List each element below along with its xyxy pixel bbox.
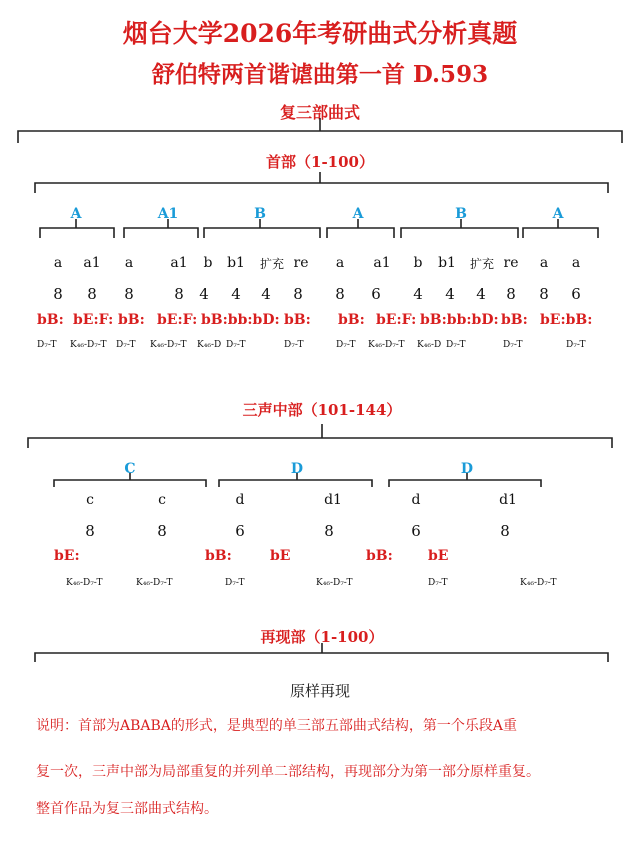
function-label: D₇-T bbox=[225, 578, 245, 588]
function-label: K₄₆-D₇-T bbox=[316, 578, 353, 588]
key-label: bE:F: bbox=[73, 312, 114, 328]
measure-count: 8 bbox=[53, 285, 63, 303]
function-label: K₄₆-D₇-T bbox=[70, 340, 107, 350]
key-label: bB: bbox=[366, 548, 393, 564]
measure-count: 6 bbox=[371, 285, 381, 303]
measure-count: 8 bbox=[293, 285, 303, 303]
phrase-label: d1 bbox=[324, 492, 342, 508]
function-label: D₇-T bbox=[503, 340, 523, 350]
measure-count: 4 bbox=[445, 285, 455, 303]
phrase-label: b1 bbox=[438, 255, 456, 271]
function-label: K₄₆-D₇-T bbox=[368, 340, 405, 350]
measure-count: 4 bbox=[261, 285, 271, 303]
key-label: bE: bbox=[54, 548, 80, 564]
phrase-label: re bbox=[293, 255, 309, 271]
phrase-label: a1 bbox=[83, 255, 101, 271]
measure-count: 4 bbox=[199, 285, 209, 303]
period-label: A bbox=[552, 206, 564, 222]
function-label: K₄₆-D bbox=[197, 340, 222, 350]
function-label: D₇-T bbox=[284, 340, 304, 350]
title-line-1: 烟台大学2026年考研曲式分析真题 bbox=[122, 19, 518, 48]
period-label: B bbox=[254, 206, 266, 222]
measure-count: 8 bbox=[324, 522, 334, 540]
key-label: bB: bbox=[284, 312, 311, 328]
phrase-label: b bbox=[203, 255, 213, 271]
measure-count: 4 bbox=[476, 285, 486, 303]
key-label: bB: bbox=[118, 312, 145, 328]
period-label: A bbox=[352, 206, 364, 222]
phrase-label: d1 bbox=[499, 492, 517, 508]
phrase-label: a bbox=[571, 255, 581, 271]
measure-count: 6 bbox=[571, 285, 581, 303]
phrase-label: b bbox=[413, 255, 423, 271]
function-label: K₄₆-D₇-T bbox=[520, 578, 557, 588]
period-label: A bbox=[70, 206, 82, 222]
phrase-label: a bbox=[124, 255, 134, 271]
note-line: 整首作品为复三部曲式结构。 bbox=[36, 801, 218, 817]
measure-count: 8 bbox=[539, 285, 549, 303]
measure-count: 8 bbox=[157, 522, 167, 540]
period-label: D bbox=[460, 461, 474, 477]
period-label: B bbox=[455, 206, 467, 222]
key-label: bE:F: bbox=[157, 312, 198, 328]
key-label: bE:bB: bbox=[540, 312, 593, 328]
period-label: D bbox=[290, 461, 304, 477]
phrase-label: c bbox=[86, 492, 94, 508]
key-label: bB:bb:bD: bbox=[201, 312, 280, 328]
reprise-heading: 再现部（1-100） bbox=[260, 628, 384, 646]
period-label: A1 bbox=[157, 206, 179, 222]
key-label: bB: bbox=[338, 312, 365, 328]
reprise-description: 原样再现 bbox=[289, 682, 351, 700]
middle-part-heading: 三声中部（101-144） bbox=[242, 401, 402, 419]
phrase-label: a bbox=[335, 255, 345, 271]
phrase-label: d bbox=[235, 492, 245, 508]
function-label: K₄₆-D₇-T bbox=[136, 578, 173, 588]
phrase-label: 扩充 bbox=[469, 257, 495, 271]
measure-count: 6 bbox=[411, 522, 421, 540]
function-label: K₄₆-D₇-T bbox=[66, 578, 103, 588]
phrase-label: d bbox=[411, 492, 421, 508]
key-label: bE bbox=[428, 548, 449, 564]
measure-count: 4 bbox=[413, 285, 423, 303]
function-label: D₇-T bbox=[446, 340, 466, 350]
measure-count: 8 bbox=[174, 285, 184, 303]
title-line-2: 舒伯特两首谐谑曲第一首 D.593 bbox=[151, 61, 489, 88]
period-label: C bbox=[124, 461, 136, 477]
key-label: bB:bb:bD: bbox=[420, 312, 499, 328]
measure-count: 8 bbox=[335, 285, 345, 303]
function-label: K₄₆-D₇-T bbox=[150, 340, 187, 350]
phrase-label: a1 bbox=[170, 255, 188, 271]
phrase-label: c bbox=[158, 492, 166, 508]
phrase-label: a bbox=[539, 255, 549, 271]
key-label: bB: bbox=[205, 548, 232, 564]
function-label: D₇-T bbox=[37, 340, 57, 350]
measure-count: 8 bbox=[85, 522, 95, 540]
key-label: bB: bbox=[501, 312, 528, 328]
measure-count: 8 bbox=[87, 285, 97, 303]
phrase-label: a1 bbox=[373, 255, 391, 271]
measure-count: 4 bbox=[231, 285, 241, 303]
measure-count: 8 bbox=[124, 285, 134, 303]
key-label: bE bbox=[270, 548, 291, 564]
function-label: D₇-T bbox=[336, 340, 356, 350]
key-label: bB: bbox=[37, 312, 64, 328]
measure-count: 6 bbox=[235, 522, 245, 540]
phrase-label: 扩充 bbox=[259, 257, 285, 271]
function-label: K₄₆-D bbox=[417, 340, 442, 350]
overall-form-label: 复三部曲式 bbox=[279, 103, 361, 122]
first-part-heading: 首部（1-100） bbox=[266, 153, 374, 171]
note-line: 复一次，三声中部为局部重复的并列单二部结构，再现部分为第一部分原样重复。 bbox=[36, 764, 540, 780]
phrase-label: b1 bbox=[227, 255, 245, 271]
measure-count: 8 bbox=[506, 285, 516, 303]
phrase-label: a bbox=[53, 255, 63, 271]
function-label: D₇-T bbox=[116, 340, 136, 350]
function-label: D₇-T bbox=[226, 340, 246, 350]
function-label: D₇-T bbox=[566, 340, 586, 350]
function-label: D₇-T bbox=[428, 578, 448, 588]
key-label: bE:F: bbox=[376, 312, 417, 328]
phrase-label: re bbox=[503, 255, 519, 271]
note-line: 说明：首部为ABABA的形式，是典型的单三部五部曲式结构，第一个乐段A重 bbox=[36, 718, 518, 734]
measure-count: 8 bbox=[500, 522, 510, 540]
